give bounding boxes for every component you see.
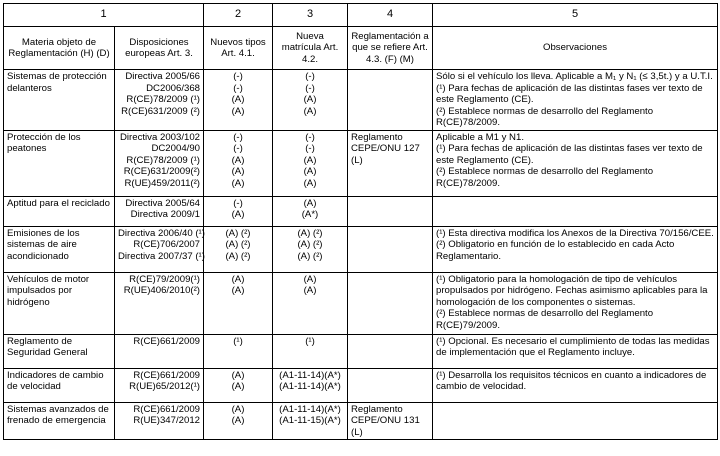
nueva-matricula-cell — [273, 70, 348, 131]
nueva-matricula-cell — [273, 368, 348, 402]
disposiciones-cell — [115, 130, 204, 196]
table-row — [4, 70, 718, 131]
nueva-matricula-line: (-) — [305, 71, 315, 82]
nuevos-tipos-cell — [204, 226, 273, 272]
materia-cell: Reglamento de Seguridad General — [4, 334, 115, 368]
observacion-line: (²) Establece normas de desarrollo del Reglamento R(CE)79/2009. — [436, 308, 654, 331]
reglamentacion-cell — [348, 226, 433, 272]
disposiciones-cell — [115, 70, 204, 131]
header-observaciones: Observaciones — [433, 27, 718, 70]
observacion-line: (¹) Para fechas de aplicación de las distintas fases ver texto de este Reglamento (CE). — [436, 143, 703, 166]
observacion-line: (¹) Opcional. Es necesario el cumplimiento de todas las medidas de implementación que el Reglamento incluye. — [436, 335, 710, 358]
materia-cell: Sistemas de protección delanteros — [4, 70, 115, 131]
table-body — [4, 70, 718, 440]
materia-cell: Indicadores de cambio de velocidad — [4, 368, 115, 402]
nueva-matricula-line: (A1-11-14)(A*) — [279, 381, 341, 392]
observacion-line: (¹) Desarrolla los requisitos técnicos en cuanto a indicadores de cambio de velocidad. — [436, 369, 707, 392]
nuevos-tipos-line: (A) — [231, 94, 245, 105]
reglamentacion-cell — [348, 196, 433, 226]
disposicion-line: Directiva 2003/102 — [120, 131, 200, 143]
disposicion-line: Directiva 2006/40 (¹) — [118, 227, 205, 239]
disposicion-line: R(CE)661/2009 — [133, 335, 200, 347]
disposiciones-cell — [115, 226, 204, 272]
nuevos-tipos-line: (A) (²) — [225, 227, 251, 239]
materia-cell: Sistemas avanzados de frenado de emergencia — [4, 402, 115, 440]
nuevos-tipos-line: (-) — [233, 197, 243, 209]
nuevos-tipos-line: (-) — [233, 131, 243, 143]
disposicion-line: R(CE)79/2009(¹) — [129, 273, 200, 285]
nueva-matricula-line: (A) — [303, 94, 317, 105]
nuevos-tipos-cell — [204, 130, 273, 196]
regulation-table — [3, 3, 718, 440]
nuevos-tipos-line: (A) — [231, 381, 245, 392]
observaciones-cell — [433, 402, 718, 440]
nueva-matricula-line: (A) — [303, 273, 317, 285]
nueva-matricula-line: (A) (²) — [297, 250, 323, 262]
nuevos-tipos-line: (A) — [231, 415, 245, 426]
disposicion-line: DC2004/90 — [151, 143, 200, 154]
disposicion-line: R(UE)347/2012 — [133, 415, 200, 426]
nueva-matricula-line: (A) — [303, 154, 317, 166]
header-materia: Materia objeto de Reglamentación (H) (D) — [4, 27, 115, 70]
table-row — [4, 130, 718, 196]
column-number-2: 2 — [204, 4, 273, 27]
nueva-matricula-line: (A*) — [301, 209, 319, 220]
nuevos-tipos-line: (A) — [231, 177, 245, 189]
nueva-matricula-cell — [273, 334, 348, 368]
nuevos-tipos-line: (¹) — [233, 335, 243, 347]
observaciones-cell — [433, 130, 718, 196]
observaciones-cell — [433, 368, 718, 402]
nuevos-tipos-line: (A) — [231, 273, 245, 285]
observacion-line: Aplicable a M1 y N1. — [436, 131, 524, 143]
reglamentacion-cell — [348, 272, 433, 334]
observacion-line: (²) Establece normas de desarrollo del Reglamento R(CE)78/2009. — [436, 105, 654, 128]
nuevos-tipos-line: (A) — [231, 403, 245, 415]
nueva-matricula-line: (A) — [303, 166, 317, 177]
observaciones-cell — [433, 70, 718, 131]
table-row — [4, 272, 718, 334]
column-number-5: 5 — [433, 4, 718, 27]
nueva-matricula-cell — [273, 226, 348, 272]
observaciones-cell — [433, 226, 718, 272]
nueva-matricula-line: (A1-11-15)(A*) — [279, 415, 341, 426]
disposicion-line: R(CE)661/2009 — [133, 369, 200, 381]
column-header-row — [4, 27, 718, 70]
nuevos-tipos-cell — [204, 334, 273, 368]
disposiciones-cell — [115, 334, 204, 368]
nueva-matricula-cell — [273, 130, 348, 196]
disposicion-line: Directiva 2009/1 — [130, 209, 200, 220]
nueva-matricula-line: (¹) — [305, 335, 315, 347]
nuevos-tipos-line: (A) — [231, 154, 245, 166]
table-row — [4, 226, 718, 272]
materia-cell: Vehículos de motor impulsados por hidrógeno — [4, 272, 115, 334]
nueva-matricula-cell — [273, 402, 348, 440]
table-row — [4, 368, 718, 402]
disposicion-line: R(UE)65/2012(¹) — [129, 381, 200, 392]
nuevos-tipos-line: (-) — [233, 82, 243, 94]
reglamentacion-cell — [348, 334, 433, 368]
nuevos-tipos-line: (-) — [233, 71, 243, 82]
disposicion-line: R(CE)78/2009 (¹) — [126, 154, 200, 166]
header-nueva-matricula: Nueva matrícula Art. 4.2. — [273, 27, 348, 70]
reglamentacion-cell: Reglamento CEPE/ONU 127 (L) — [348, 130, 433, 196]
nueva-matricula-line: (A) (²) — [297, 239, 323, 250]
disposicion-line: R(CE)78/2009 (¹) — [126, 94, 200, 105]
table-row — [4, 334, 718, 368]
column-number-3: 3 — [273, 4, 348, 27]
header-nuevos-tipos: Nuevos tipos Art. 4.1. — [204, 27, 273, 70]
nueva-matricula-line: (-) — [305, 143, 315, 154]
materia-cell: Emisiones de los sistemas de aire acondicionado — [4, 226, 115, 272]
nuevos-tipos-line: (A) — [231, 166, 245, 177]
nueva-matricula-line: (A) — [303, 197, 317, 209]
nuevos-tipos-line: (A) — [231, 369, 245, 381]
nuevos-tipos-line: (A) (²) — [225, 250, 251, 262]
disposicion-line: R(CE)631/2009 (²) — [121, 105, 200, 117]
nueva-matricula-line: (A1-11-14)(A*) — [279, 403, 341, 415]
observaciones-cell — [433, 334, 718, 368]
table-row — [4, 402, 718, 440]
disposicion-line: R(UE)459/2011(²) — [124, 177, 200, 189]
nuevos-tipos-line: (-) — [233, 143, 243, 154]
table-row — [4, 196, 718, 226]
observacion-line: (²) Establece normas de desarrollo del Reglamento R(CE)78/2009. — [436, 166, 654, 189]
header-reglamentacion: Reglamentación a que se refiere Art. 4.3. (F) (M) — [348, 27, 433, 70]
nueva-matricula-line: (A) — [303, 285, 317, 296]
disposiciones-cell — [115, 402, 204, 440]
column-number-1: 1 — [4, 4, 204, 27]
nueva-matricula-line: (A) (²) — [297, 227, 323, 239]
disposiciones-cell — [115, 272, 204, 334]
nueva-matricula-line: (-) — [305, 131, 315, 143]
disposicion-line: Directiva 2005/66 — [125, 71, 200, 82]
nueva-matricula-line: (A) — [303, 177, 317, 189]
disposicion-line: Directiva 2007/37 (¹) — [118, 250, 205, 262]
nueva-matricula-line: (A1-11-14)(A*) — [279, 369, 341, 381]
nuevos-tipos-line: (A) — [231, 105, 245, 117]
disposicion-line: DC2006/368 — [146, 82, 200, 94]
materia-cell: Protección de los peatones — [4, 130, 115, 196]
disposicion-line: R(UE)406/2010(²) — [123, 285, 200, 296]
disposicion-line: Directiva 2005/64 — [125, 197, 200, 209]
materia-cell: Aptitud para el reciclado — [4, 196, 115, 226]
observaciones-cell — [433, 272, 718, 334]
nuevos-tipos-cell — [204, 196, 273, 226]
nueva-matricula-cell — [273, 196, 348, 226]
disposicion-line: R(CE)661/2009 — [133, 403, 200, 415]
nuevos-tipos-line: (A) — [231, 285, 245, 296]
reglamentacion-cell — [348, 368, 433, 402]
disposicion-line: R(CE)631/2009(²) — [123, 166, 200, 177]
observacion-line: Sólo si el vehículo los lleva. Aplicable a M₁ y N₁ (≤ 3,5t.) y a U.T.I. — [436, 71, 713, 82]
disposicion-line: R(CE)706/2007 — [133, 239, 200, 250]
header-disposiciones: Disposiciones europeas Art. 3. — [115, 27, 204, 70]
nuevos-tipos-cell — [204, 70, 273, 131]
disposiciones-cell — [115, 196, 204, 226]
observaciones-cell — [433, 196, 718, 226]
nueva-matricula-cell — [273, 272, 348, 334]
reglamentacion-cell — [348, 70, 433, 131]
nueva-matricula-line: (-) — [305, 82, 315, 94]
observacion-line: (¹) Esta directiva modifica los Anexos de la Directiva 70/156/CEE. — [436, 227, 714, 239]
nuevos-tipos-cell — [204, 368, 273, 402]
observacion-line: (¹) Para fechas de aplicación de las distintas fases ver texto de este Reglamento (CE). — [436, 82, 703, 105]
observacion-line: (²) Obligatorio en función de lo establecido en cada Acto Reglamentario. — [436, 239, 675, 262]
nuevos-tipos-line: (A) — [231, 209, 245, 220]
column-number-4: 4 — [348, 4, 433, 27]
observacion-line: (¹) Obligatorio para la homologación de tipo de vehículos propulsados por hidrógeno. Fechas asimismo aplicables para la homologación de los componentes o sistemas. — [436, 273, 708, 308]
column-number-row — [4, 4, 718, 27]
disposiciones-cell — [115, 368, 204, 402]
nuevos-tipos-cell — [204, 402, 273, 440]
nueva-matricula-line: (A) — [303, 105, 317, 117]
nuevos-tipos-cell — [204, 272, 273, 334]
reglamentacion-cell: Reglamento CEPE/ONU 131 (L) — [348, 402, 433, 440]
nuevos-tipos-line: (A) (²) — [225, 239, 251, 250]
